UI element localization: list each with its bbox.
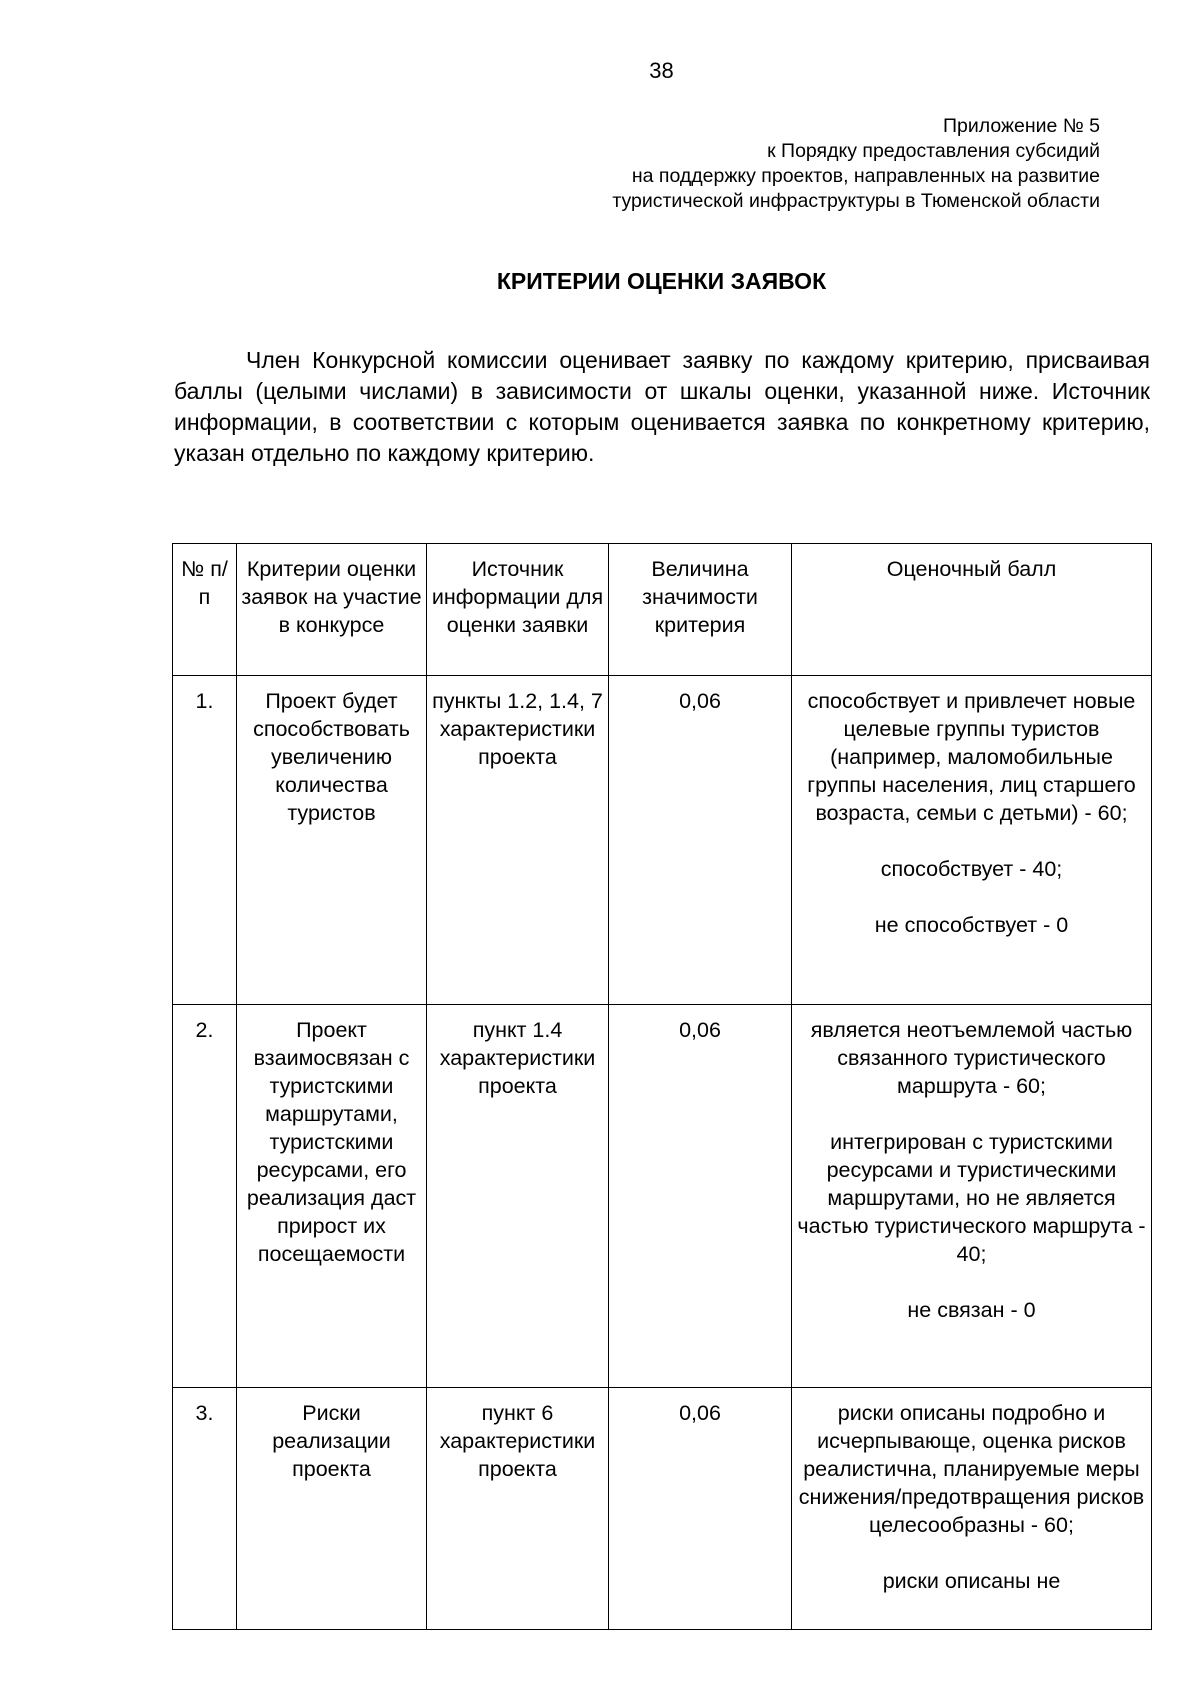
- table-header-row: [173, 544, 1152, 676]
- row-num: 2.: [173, 1005, 237, 1388]
- header-num: № п/п: [173, 544, 237, 676]
- appendix-line: Приложение № 5: [943, 115, 1100, 137]
- appendix-line: к Порядку предоставления субсидий: [767, 140, 1100, 162]
- appendix-line: на поддержку проектов, направленных на развитие: [631, 165, 1100, 187]
- table-row: [173, 1388, 1152, 1630]
- document-title: КРИТЕРИИ ОЦЕНКИ ЗАЯВОК: [496, 268, 827, 294]
- row-source: пункт 6 характеристики проекта: [427, 1388, 609, 1630]
- intro-paragraph: Член Конкурсной комиссии оценивает заявку по каждому критерию, присваивая баллы (целыми числами) в зависимости от шкалы оценки, указанной ниже. Источник информации, в соответствии с которым оценивается заявка по конкретному критерию, указан отдельно по каждому критерию.: [174, 347, 1150, 466]
- row-score: [792, 676, 1152, 1005]
- score-option: способствует - 40;: [880, 857, 1063, 881]
- header-source: Источник информации для оценки заявки: [427, 544, 609, 676]
- row-score: [792, 1388, 1152, 1630]
- row-criterion: Проект будет способствовать увеличению количества туристов: [237, 676, 427, 1005]
- row-weight: 0,06: [609, 676, 792, 1005]
- appendix-header: [612, 114, 1100, 214]
- score-option: способствует и привлечет новые целевые группы туристов (например, маломобильные группы населения, лиц старшего возраста, семьи с детьми) - 60;: [807, 689, 1136, 825]
- row-weight: 0,06: [609, 1005, 792, 1388]
- score-option: не связан - 0: [907, 1298, 1036, 1322]
- row-score: [792, 1005, 1152, 1388]
- score-option: является неотъемлемой частью связанного туристического маршрута - 60;: [810, 1018, 1133, 1098]
- row-criterion: Риски реализации проекта: [237, 1388, 427, 1630]
- table-row: [173, 676, 1152, 1005]
- score-option: не способствует - 0: [874, 913, 1069, 937]
- row-criterion: Проект взаимосвязан с туристскими маршрутами, туристскими ресурсами, его реализация даст прирост их посещаемости: [237, 1005, 427, 1388]
- appendix-line: туристической инфраструктуры в Тюменской области: [612, 190, 1100, 212]
- row-num: 3.: [173, 1388, 237, 1630]
- score-option: риски описаны не: [882, 1569, 1061, 1593]
- score-option: интегрирован с туристскими ресурсами и туристическими маршрутами, но не является частью туристического маршрута - 40;: [797, 1130, 1146, 1266]
- row-num: 1.: [173, 676, 237, 1005]
- score-option: риски описаны подробно и исчерпывающе, оценка рисков реалистична, планируемые меры снижения/предотвращения рисков целесообразны - 60;: [798, 1401, 1145, 1537]
- header-score: Оценочный балл: [792, 544, 1152, 676]
- header-criteria: Критерии оценки заявок на участие в конкурсе: [237, 544, 427, 676]
- row-weight: 0,06: [609, 1388, 792, 1630]
- row-source: пункты 1.2, 1.4, 7 характеристики проекта: [427, 676, 609, 1005]
- table-row: [173, 1005, 1152, 1388]
- header-weight: Величина значимости критерия: [609, 544, 792, 676]
- row-source: пункт 1.4 характеристики проекта: [427, 1005, 609, 1388]
- criteria-table: [172, 543, 1152, 1630]
- page-number: 38: [649, 58, 674, 83]
